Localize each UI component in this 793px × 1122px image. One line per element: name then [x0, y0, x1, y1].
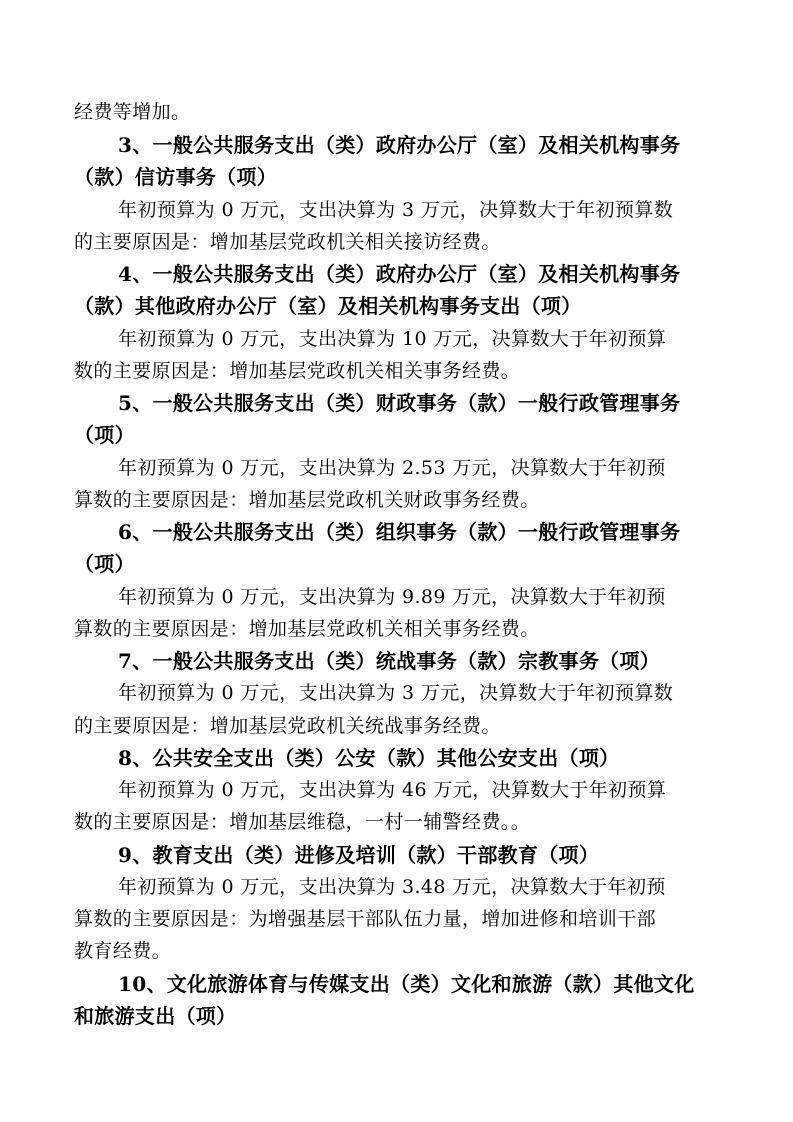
section-heading: 和旅游支出（项）	[74, 1004, 237, 1028]
section-heading: （款）信访事务（项）	[74, 165, 277, 189]
section-heading: 8、公共安全支出（类）公安（款）其他公安支出（项）	[118, 746, 620, 770]
text-line: 的主要原因是：增加基层党政机关相关接访经费。	[74, 231, 501, 253]
text-line: 教育经费。	[74, 940, 172, 962]
section-heading: 7、一般公共服务支出（类）统战事务（款）宗教事务（项）	[118, 649, 661, 673]
text-line: 年初预算为 0 万元，支出决算为 3 万元，决算数大于年初预算数	[118, 199, 674, 221]
text-line: 算数的主要原因是：增加基层党政机关财政事务经费。	[74, 489, 540, 511]
text-line: 年初预算为 0 万元，支出决算为 9.89 万元，决算数大于年初预	[118, 586, 666, 608]
text-line: 经费等增加。	[74, 101, 191, 123]
text-line: 算数的主要原因是：增加基层党政机关相关事务经费。	[74, 618, 540, 640]
text-line: 算数的主要原因是：为增强基层干部队伍力量，增加进修和培训干部	[74, 908, 657, 930]
text-line: 年初预算为 0 万元，支出决算为 46 万元，决算数大于年初预算	[118, 779, 667, 801]
text-line: 年初预算为 0 万元，支出决算为 3 万元，决算数大于年初预算数	[118, 682, 674, 704]
section-heading: （款）其他政府办公厅（室）及相关机构事务支出（项）	[74, 294, 582, 318]
section-heading: 10、文化旅游体育与传媒支出（类）文化和旅游（款）其他文化	[118, 972, 695, 996]
text-line: 的主要原因是：增加基层党政机关统战事务经费。	[74, 715, 501, 737]
section-heading: （项）	[74, 423, 135, 447]
text-line: 年初预算为 0 万元，支出决算为 10 万元，决算数大于年初预算	[118, 328, 667, 350]
text-line: 数的主要原因是：增加基层党政机关相关事务经费。	[74, 360, 521, 382]
section-heading: 5、一般公共服务支出（类）财政事务（款）一般行政管理事务	[118, 391, 681, 415]
section-heading: 9、教育支出（类）进修及培训（款）干部教育（项）	[118, 843, 600, 867]
section-heading: （项）	[74, 552, 135, 576]
text-line: 年初预算为 0 万元，支出决算为 2.53 万元，决算数大于年初预	[118, 457, 666, 479]
section-heading: 6、一般公共服务支出（类）组织事务（款）一般行政管理事务	[118, 520, 681, 544]
text-line: 年初预算为 0 万元，支出决算为 3.48 万元，决算数大于年初预	[118, 876, 666, 898]
section-heading: 4、一般公共服务支出（类）政府办公厅（室）及相关机构事务	[118, 262, 681, 286]
text-line: 数的主要原因是：增加基层维稳，一村一辅警经费。。	[74, 811, 531, 833]
section-heading: 3、一般公共服务支出（类）政府办公厅（室）及相关机构事务	[118, 133, 681, 157]
